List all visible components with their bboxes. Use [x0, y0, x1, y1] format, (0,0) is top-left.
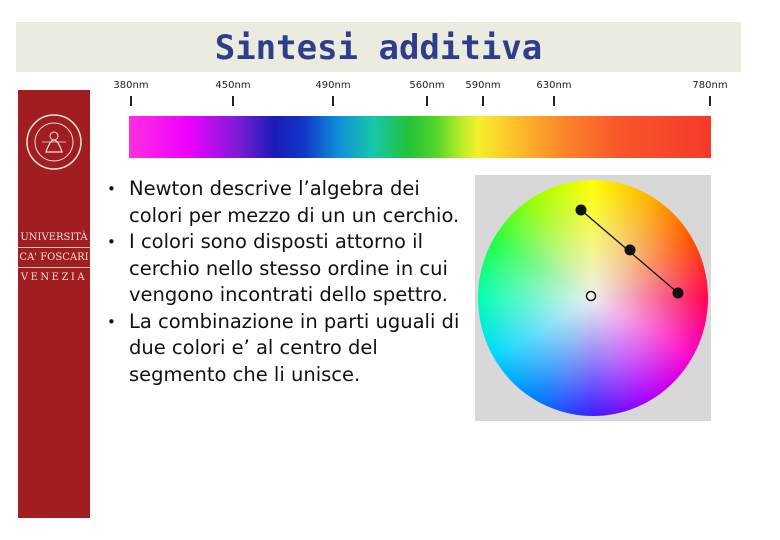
wavelength-tick	[332, 96, 334, 106]
wavelength-label: 450nm	[215, 80, 251, 91]
university-seal-logo	[24, 112, 84, 172]
university-line-3: VENEZIA	[18, 267, 90, 287]
wavelength-label: 380nm	[113, 80, 149, 91]
bullet-dot-icon: •	[107, 312, 116, 331]
bullet-item	[105, 176, 465, 229]
bullet-text: Newton descrive l’algebra dei colori per mezzo di un un cerchio.	[129, 177, 460, 227]
wavelength-label: 630nm	[536, 80, 572, 91]
university-name	[18, 228, 90, 287]
wavelength-tick	[709, 96, 711, 106]
bullet-item	[105, 309, 465, 389]
wavelength-label: 590nm	[465, 80, 501, 91]
color-point-b	[673, 288, 684, 299]
bullet-text: La combinazione in parti uguali di due colori e’ al centro del segmento che li unisce.	[129, 309, 460, 386]
bullet-text: I colori sono disposti attorno il cerchio nello stesso ordine in cui vengono incontrati dello spettro.	[129, 230, 448, 306]
wavelength-tick	[482, 96, 484, 106]
wavelength-tick	[426, 96, 428, 106]
wavelength-label: 490nm	[315, 80, 351, 91]
color-wheel-panel	[475, 175, 711, 421]
color-mixing-diagram	[475, 175, 711, 421]
wavelength-tick	[553, 96, 555, 106]
university-line-1: UNIVERSITÀ	[20, 232, 88, 243]
wavelength-label: 560nm	[409, 80, 445, 91]
university-line-2: CA' FOSCARI	[18, 247, 90, 267]
wavelength-tick	[130, 96, 132, 106]
bullet-item	[105, 229, 465, 309]
color-point-a	[576, 205, 587, 216]
wavelength-scale	[100, 80, 760, 112]
wavelength-tick	[232, 96, 234, 106]
bullet-list	[105, 176, 465, 388]
title-bar	[16, 22, 741, 72]
bullet-dot-icon: •	[107, 180, 116, 198]
bullet-dot-icon: •	[107, 233, 116, 251]
color-spectrum-bar	[129, 116, 711, 158]
white-center-point	[587, 292, 596, 301]
wavelength-label: 780nm	[692, 80, 728, 91]
university-sidebar	[18, 90, 90, 518]
color-point-midpoint	[625, 245, 636, 256]
slide-title: Sintesi additiva	[214, 28, 543, 68]
